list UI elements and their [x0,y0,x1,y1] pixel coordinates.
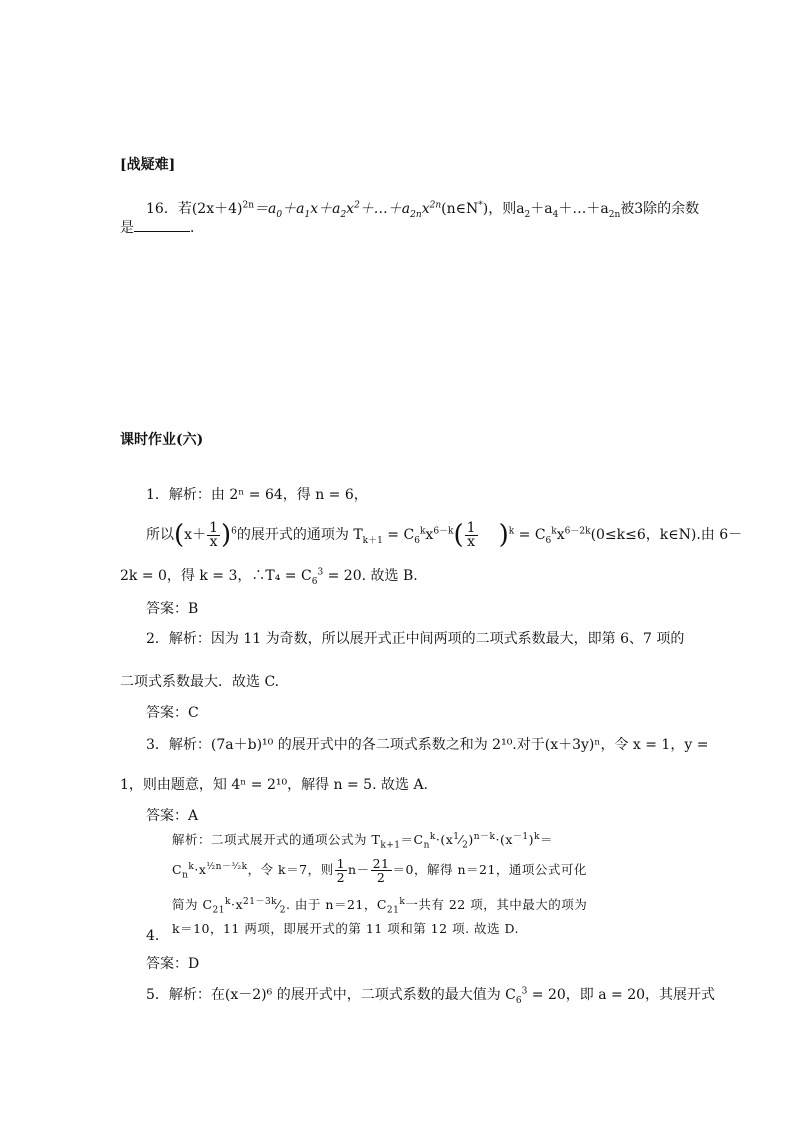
answer-4-number: 4． [146,928,169,944]
answer-4-line3: 简为 $C_{21}^k\cdot x^{21-3k}⁄_2$. 由于 n＝21，$C_{21}^k$一共有 22 项，其中最大的项为 [172,896,588,916]
answer-1-line3: 2k = 0，得 k = 3，∴T₄ = $C_6^3 = 20$. 故选 B. [120,567,418,587]
answer-1-result: 答案：B [146,601,199,617]
section-title: 课时作业(六) [120,432,204,448]
answer-3-result: 答案：A [146,808,199,824]
answer-4-result: 答案：D [146,956,200,972]
problem-16-line2: 是 ． [120,220,204,236]
answer-3-line2: 1，则由题意，知 4ⁿ = 2¹⁰，解得 n = 5. 故选 A. [120,777,428,793]
problem-16-line1: 16．若$(2x+4)^{2n}=a_0+a_1x+a_2x^2+\dots+a_{2n}x^{2n}(n\in N^*)$，则$a_2+a_4+\dots+a_{2n}$被3除的余数 [146,200,700,220]
problem-number: 16． [146,201,178,217]
answer-2-line2: 二项式系数最大．故选 C. [120,674,280,690]
answer-blank[interactable] [134,219,190,232]
fraction: $\frac{1}{x}$ [209,519,218,550]
answer-4-line2: $C_n^k\cdot x^{\frac{1}{2}n-^3⁄_2k}$，令 k＝7，则 $\frac{1}{2}$ n－ $\frac{21}{2}$ ＝0，解得 n＝21，通项公式可化 [172,856,587,885]
answer-2-result: 答案：C [146,705,199,721]
fraction: $\frac{21}{2}$ [372,856,390,885]
answer-2-line1: 2．解析：因为 11 为奇数，所以展开式正中间两项的二项式系数最大，即第 6、7 项的 [146,631,685,647]
answer-4-line4: k＝10，11 两项，即展开式的第 11 项和第 12 项. 故选 D. [172,921,520,936]
answer-1-line1: 1．解析：由 2ⁿ = 64，得 n = 6， [146,487,368,503]
challenge-heading: [战疑难] [120,157,176,173]
fraction: $\frac{1}{x}$ [466,519,476,550]
fraction: $\frac{1}{2}$ [336,856,346,885]
answer-1-line2: 所以(x＋ $\frac{1}{x}$ )$^6$的展开式的通项为 $T_{k+1} = C_6^kx^{6-k}$( $\frac{1}{x}$ )$^k = C_6^kx^{6-2k}(0\le k\le 6$，k∈N).由 6－ [146,519,743,550]
answer-4-line1: 解析：二项式展开式的通项公式为 $T_{k+1}=C_n^k\cdot(x^1⁄_2)^{n-k}\cdot(x^{-1})^k=$ [172,831,554,851]
answer-3-line1: 3．解析：(7a＋b)¹⁰ 的展开式中的各二项式系数之和为 2¹⁰.对于(x＋3y)ⁿ，令 x = 1，y = [146,737,709,753]
answer-5-line1: 5．解析：在(x－2)⁶ 的展开式中，二项式系数的最大值为 $C_6^3 = 20$，即 a = 20，其展开式 [146,986,716,1006]
